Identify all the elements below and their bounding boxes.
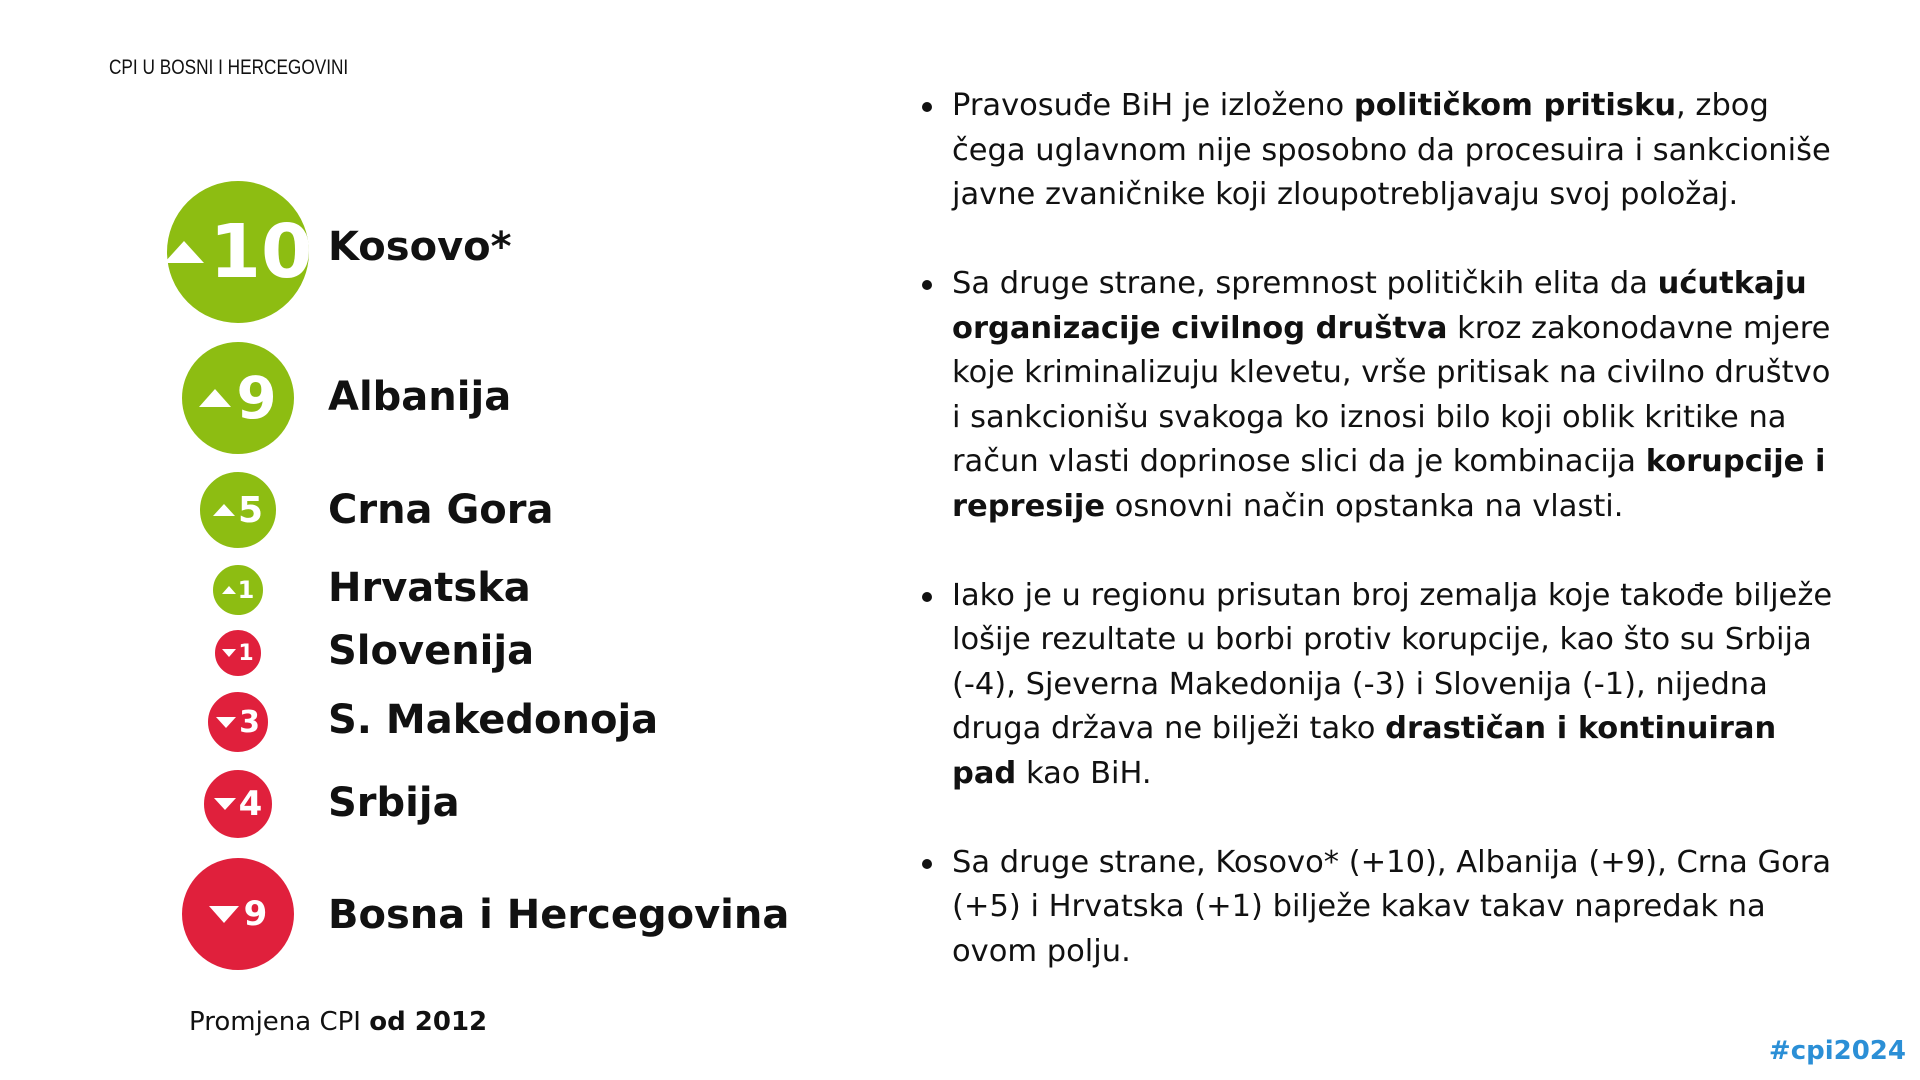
country-name: Crna Gora — [328, 487, 554, 533]
country-name: Bosna i Hercegovina — [328, 892, 790, 938]
country-name: Kosovo* — [328, 224, 512, 270]
page-title: CPI U BOSNI I HERCEGOVINI — [109, 56, 349, 79]
change-value: 9 — [236, 364, 277, 432]
ranking-item — [0, 0, 900, 1080]
hashtag-label: #cpi2024 — [1768, 1036, 1906, 1066]
change-badge — [180, 856, 296, 972]
bullet-text: Iako je u regionu prisutan broj zemalja koje takođe bilježe lošije rezultate u borbi protiv korupcije, kao što su Srbija (-4), Sjeverna Makedonija (-3) i Slovenija (-1), nijedna druga država ne bilježi tako — [952, 577, 1833, 746]
footnote-text: Promjena CPI — [189, 1007, 370, 1037]
change-value: 10 — [209, 209, 313, 295]
bullet-emphasis: političkom pritisku — [1353, 88, 1677, 123]
country-name: Albanija — [328, 374, 512, 420]
chart-footnote — [189, 1007, 487, 1037]
footnote-bold: od 2012 — [369, 1007, 488, 1037]
change-value: 4 — [238, 784, 263, 824]
bullet-item — [920, 841, 1840, 975]
bullet-text: kao BiH. — [1016, 755, 1152, 791]
bullet-text: Sa druge strane, spremnost političkih elita da — [952, 266, 1658, 301]
country-name: S. Makedonoja — [328, 697, 659, 743]
bullet-emphasis: ućutkaju organizacije civilnog društva — [952, 266, 1807, 346]
change-value: 9 — [243, 894, 268, 934]
bullet-list — [920, 84, 1840, 1019]
triangle-down-icon — [209, 906, 239, 923]
country-name: Slovenija — [328, 628, 535, 674]
bullet-text: osnovni način opstanka na vlasti. — [1105, 488, 1624, 524]
bullet-emphasis: korupcije i represije — [952, 444, 1826, 524]
bullet-emphasis: drastičan i kontinuiran pad — [952, 711, 1777, 791]
change-value: 1 — [237, 576, 255, 604]
change-value: 1 — [238, 640, 254, 666]
bullet-text: Sa druge strane, Kosovo* (+10), Albanija (+9), Crna Gora (+5) i Hrvatska (+1) bilježe kakav takav napredak na ovom polju. — [952, 844, 1832, 969]
cpi-change-ranking — [0, 0, 900, 1080]
bullet-text: kroz zakonodavne mjere koje kriminalizuju klevetu, vrše pritisak na civilno društvo i sankcionišu svakoga ko iznosi bilo koji oblik kritike na račun vlasti doprinose slici da je kombinacija — [952, 310, 1831, 479]
bullet-text: Pravosuđe BiH je izloženo — [952, 88, 1354, 123]
change-value: 3 — [239, 704, 260, 740]
bullet-item — [920, 262, 1840, 529]
bullet-item — [920, 84, 1840, 218]
bullet-item — [920, 574, 1840, 797]
bullet-text: , zbog čega uglavnom nije sposobno da procesuira i sankcioniše javne zvaničnike koji zloupotrebljavaju svoj položaj. — [952, 88, 1831, 212]
country-name: Hrvatska — [328, 565, 531, 611]
change-value: 5 — [237, 489, 264, 531]
country-name: Srbija — [328, 780, 460, 826]
